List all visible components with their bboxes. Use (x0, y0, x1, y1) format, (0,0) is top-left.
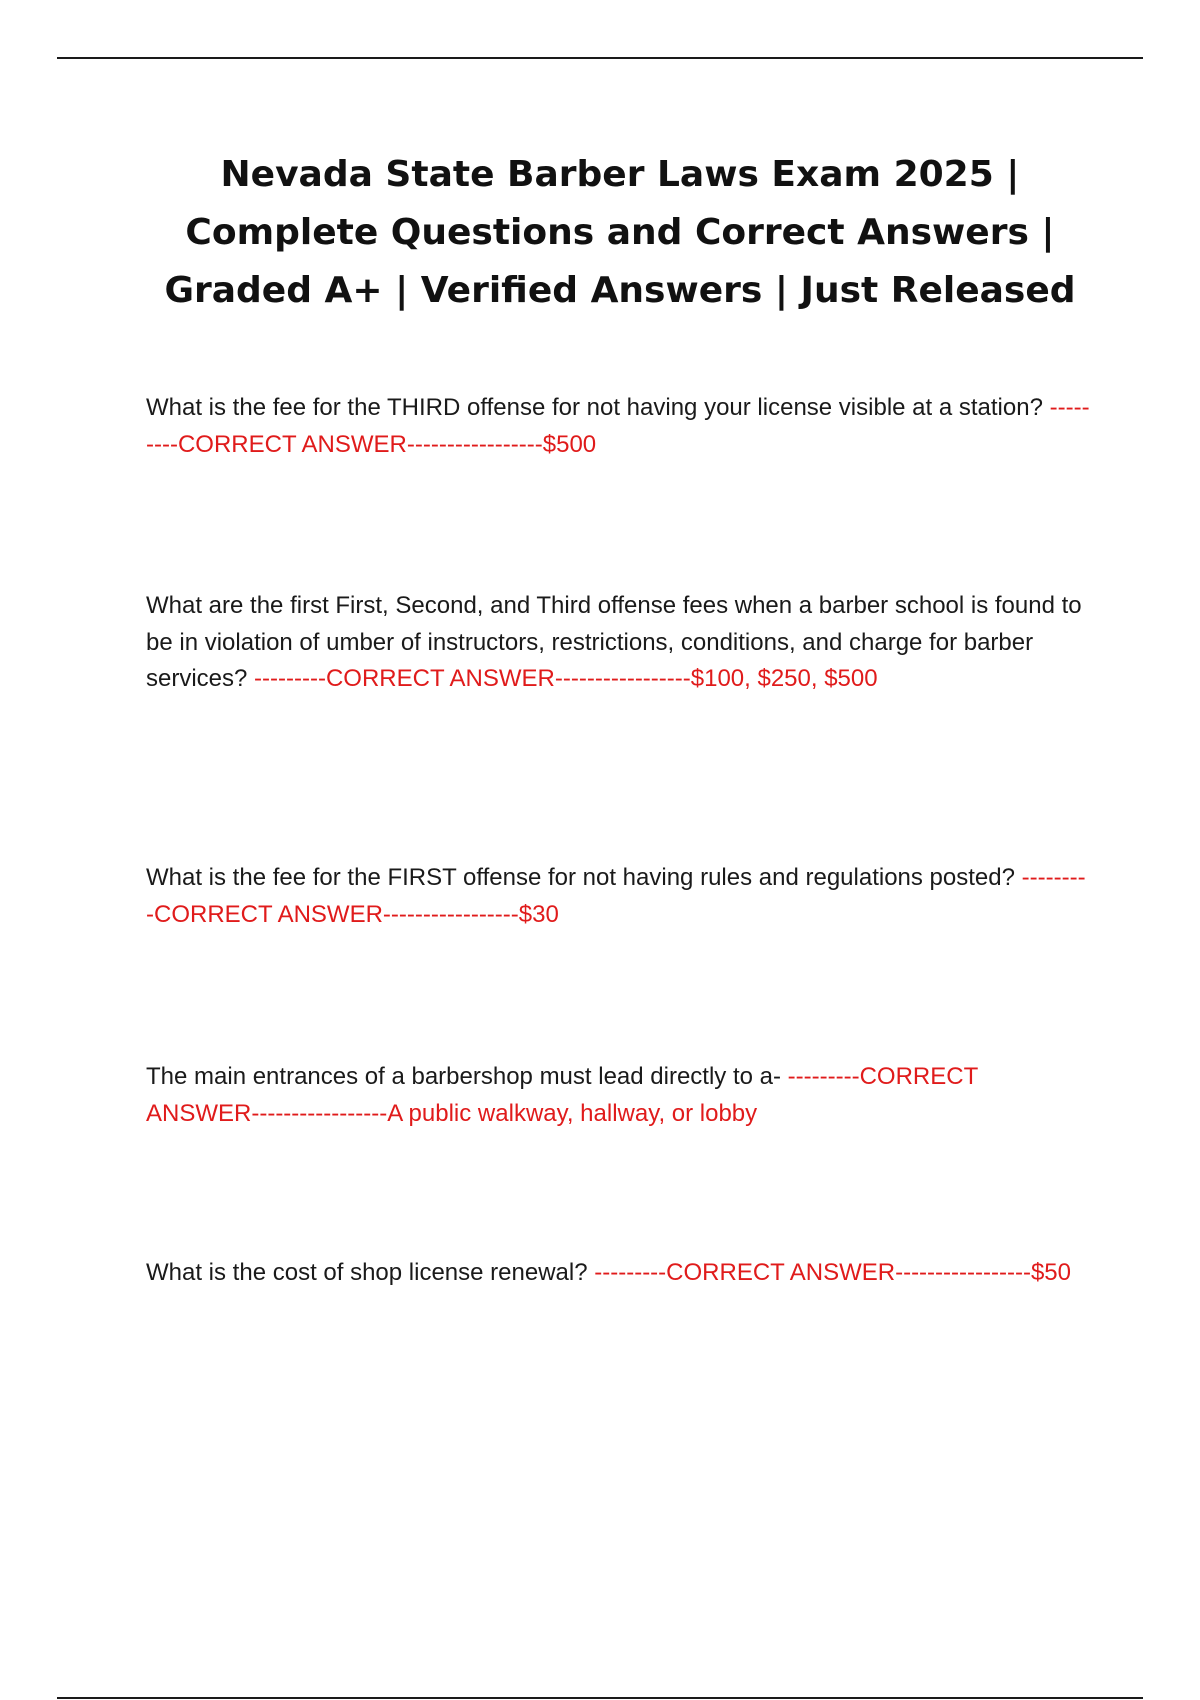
question-text: What is the fee for the FIRST offense for not having rules and regulations posted? (146, 864, 1015, 891)
correct-answer-text: ---------CORRECT ANSWER-----------------$100, $250, $500 (254, 665, 878, 692)
correct-answer-text: ---------CORRECT ANSWER-----------------$50 (594, 1259, 1071, 1286)
top-rule (57, 57, 1143, 59)
question-text: The main entrances of a barbershop must lead directly to a- (146, 1063, 781, 1090)
qa-item (146, 390, 1091, 463)
bottom-rule (57, 1697, 1143, 1699)
qa-item (146, 588, 1091, 698)
qa-item (146, 1255, 1091, 1292)
correct-answer-text: ---------CORRECT ANSWER-----------------$500 (146, 394, 1090, 458)
qa-item (146, 1059, 1091, 1132)
correct-answer-text: ---------CORRECT ANSWER-----------------A public walkway, hallway, or lobby (146, 1063, 978, 1127)
question-text: What is the cost of shop license renewal? (146, 1259, 588, 1286)
document-title: Nevada State Barber Laws Exam 2025 | Complete Questions and Correct Answers | Graded A+ | Verified Answers | Just Released (164, 154, 1076, 311)
question-text: What is the fee for the THIRD offense for not having your license visible at a station? (146, 394, 1043, 421)
qa-item (146, 860, 1091, 933)
correct-answer-text: ---------CORRECT ANSWER-----------------$30 (146, 864, 1086, 928)
question-text: What are the first First, Second, and Third offense fees when a barber school is found to be in violation of umber of instructors, restrictions, conditions, and charge for barber services? (146, 592, 1082, 692)
